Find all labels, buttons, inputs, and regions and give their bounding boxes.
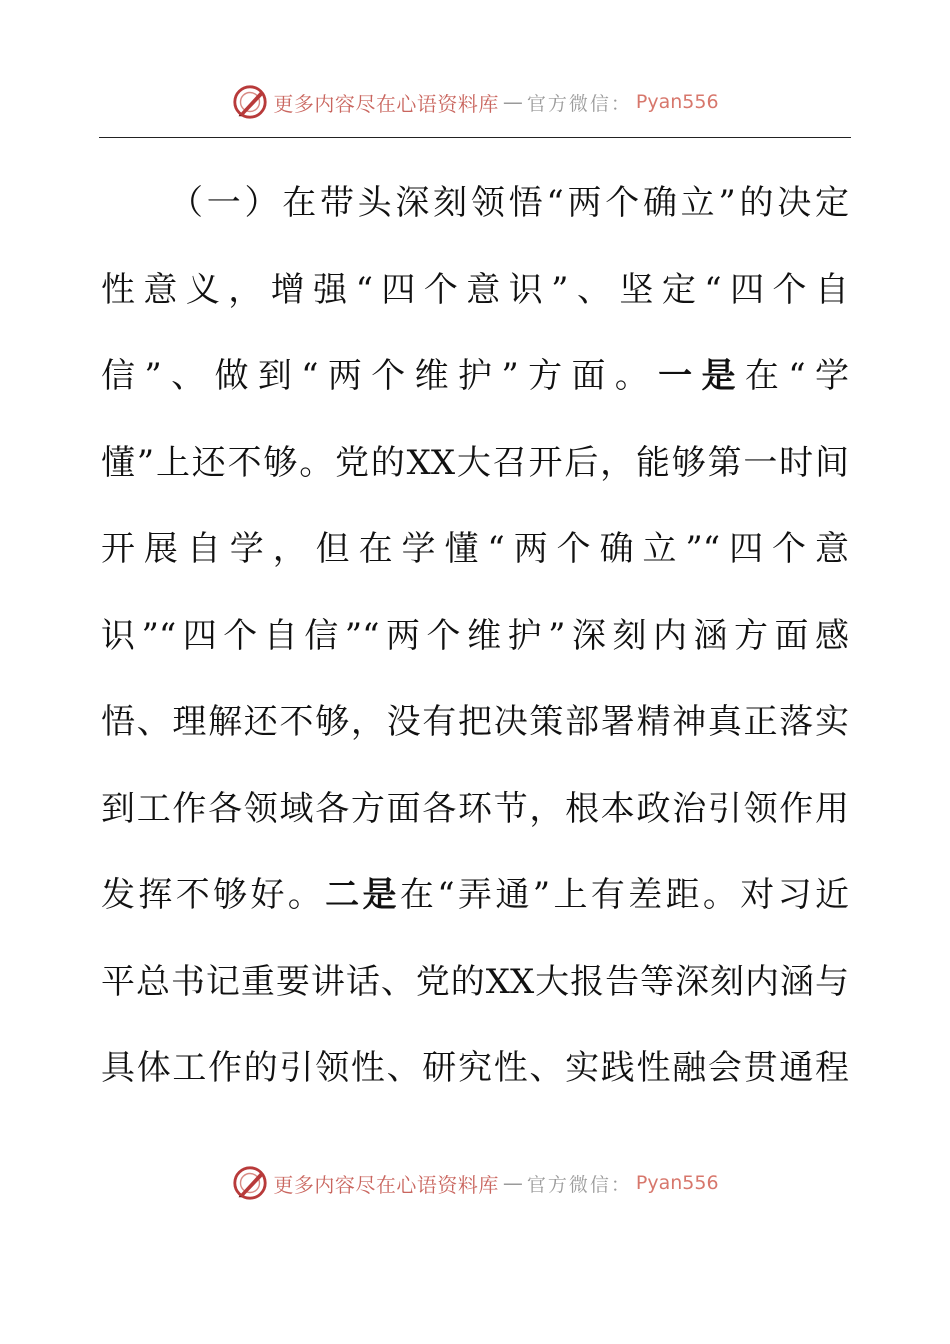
header-banner <box>0 80 950 124</box>
footer-banner-content <box>231 1164 718 1202</box>
body-line <box>101 939 849 1026</box>
body-line <box>101 160 849 247</box>
banner-dash: — <box>502 90 523 114</box>
text-segment: 发挥不够好。 <box>101 875 326 915</box>
body-line <box>101 247 849 334</box>
bold-keyword: 二是 <box>325 875 400 915</box>
text-segment: 到工作各领域各方面各环节，根本政治引领作用 <box>101 788 849 829</box>
text-segment: 懂”上还不够。党的XX大召开后，能够第一时间 <box>101 442 849 483</box>
document-body <box>101 160 849 1112</box>
text-segment: 信”、做到“两个维护”方面。 <box>101 356 659 396</box>
body-line <box>101 852 849 939</box>
body-line <box>101 333 849 420</box>
body-line <box>101 420 849 507</box>
header-divider <box>99 137 851 138</box>
text-segment: 识”“四个自信”“两个维护”深刻内涵方面感 <box>101 615 849 656</box>
body-line <box>101 766 849 853</box>
banner-wechat-id: Pyan556 <box>635 91 719 113</box>
pen-logo-icon <box>231 1164 269 1202</box>
text-segment: 具体工作的引领性、研究性、实践性融会贯通程 <box>101 1048 849 1088</box>
text-segment: 在“学 <box>744 356 849 396</box>
body-line <box>101 506 849 593</box>
text-segment: 在“弄通”上有差距。对习近 <box>399 875 849 915</box>
text-segment: 平总书记重要讲话、党的XX大报告等深刻内涵与 <box>101 961 849 1002</box>
pen-logo-icon <box>231 83 269 121</box>
banner-site-text: 更多内容尽在心语资料库 <box>273 91 499 116</box>
banner-wechat-id: Pyan556 <box>635 1172 719 1194</box>
banner-wechat-label: 官方微信： <box>526 92 632 115</box>
text-segment: （一）在带头深刻领悟“两个确立”的决定 <box>169 183 849 223</box>
footer-banner <box>0 1161 950 1205</box>
banner-dash: — <box>502 1171 523 1195</box>
banner-wechat-label: 官方微信： <box>526 1173 632 1196</box>
body-line <box>101 593 849 680</box>
text-segment: 性意义，增强“四个意识”、坚定“四个自 <box>101 269 849 310</box>
text-segment: 悟、理解还不够，没有把决策部署精神真正落实 <box>101 702 849 742</box>
text-segment: 开展自学，但在学懂“两个确立”“四个意 <box>101 529 849 569</box>
header-banner-content <box>231 83 718 121</box>
body-line <box>101 679 849 766</box>
bold-keyword: 一是 <box>658 356 745 396</box>
body-line <box>101 1025 849 1112</box>
banner-site-text: 更多内容尽在心语资料库 <box>273 1172 499 1197</box>
